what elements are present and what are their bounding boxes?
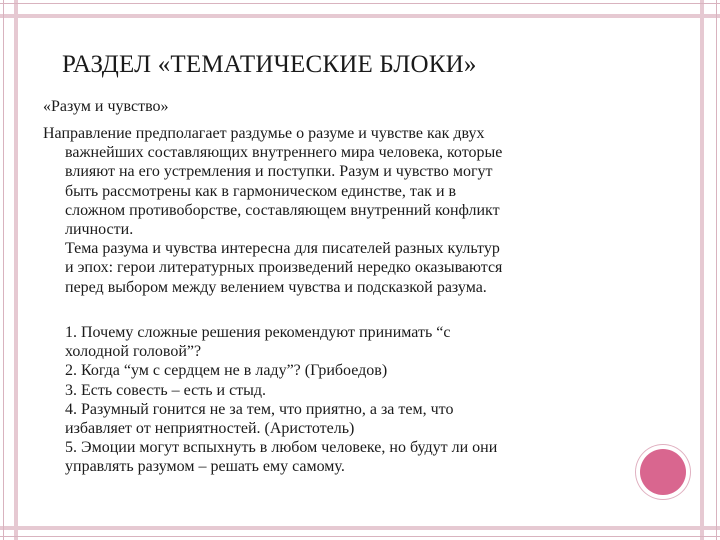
frame-top-edge <box>0 3 720 4</box>
frame-bottom-edge <box>0 536 720 537</box>
list-item: 3. Есть совесть – есть и стыд. <box>65 381 267 399</box>
paragraph-line: и эпох: герои литературных произведений нередко оказываются <box>65 259 503 277</box>
list-item: управлять разумом – решать ему самому. <box>65 458 345 476</box>
paragraph-line: Направление предполагает раздумье о разуме и чувстве как двух <box>43 125 485 142</box>
frame-bottom-band <box>0 526 720 530</box>
paragraph-line: сложном противоборстве, составляющем внутренний конфликт <box>65 201 500 219</box>
slide-title: РАЗДЕЛ «ТЕМАТИЧЕСКИЕ БЛОКИ» <box>62 51 477 78</box>
list-item: холодной головой”? <box>65 343 202 361</box>
paragraph-line: личности. <box>65 221 134 239</box>
frame-right-band <box>700 0 704 540</box>
list-item: 2. Когда “ум с сердцем не в ладу”? (Грибоедов) <box>65 362 388 380</box>
paragraph-line: влияют на его устремления и поступки. Разум и чувство могут <box>65 163 493 181</box>
list-item: 1. Почему сложные решения рекомендуют принимать “с <box>65 324 451 341</box>
frame-left-band <box>14 0 18 540</box>
decorative-circle <box>640 449 686 495</box>
questions-list <box>65 323 635 477</box>
frame-left-edge <box>3 0 4 540</box>
frame-right-edge <box>716 0 717 540</box>
list-item: 4. Разумный гонится не за тем, что приятно, а за тем, что <box>65 400 454 418</box>
paragraph-line: перед выбором между велением чувства и подсказкой разума. <box>65 278 487 296</box>
list-item: 5. Эмоции могут вспыхнуть в любом человеке, но будут ли они <box>65 439 498 457</box>
paragraph-line: Тема разума и чувства интересна для писателей разных культур <box>65 240 500 258</box>
paragraph-line: быть рассмотрены как в гармоническом единстве, так и в <box>65 182 457 200</box>
intro-paragraph <box>43 124 643 297</box>
slide-subtitle: «Разум и чувство» <box>43 98 169 115</box>
paragraph-line: важнейших составляющих внутреннего мира человека, которые <box>65 144 503 162</box>
list-item: избавляет от неприятностей. (Аристотель) <box>65 420 355 438</box>
frame-top-band <box>0 14 720 18</box>
